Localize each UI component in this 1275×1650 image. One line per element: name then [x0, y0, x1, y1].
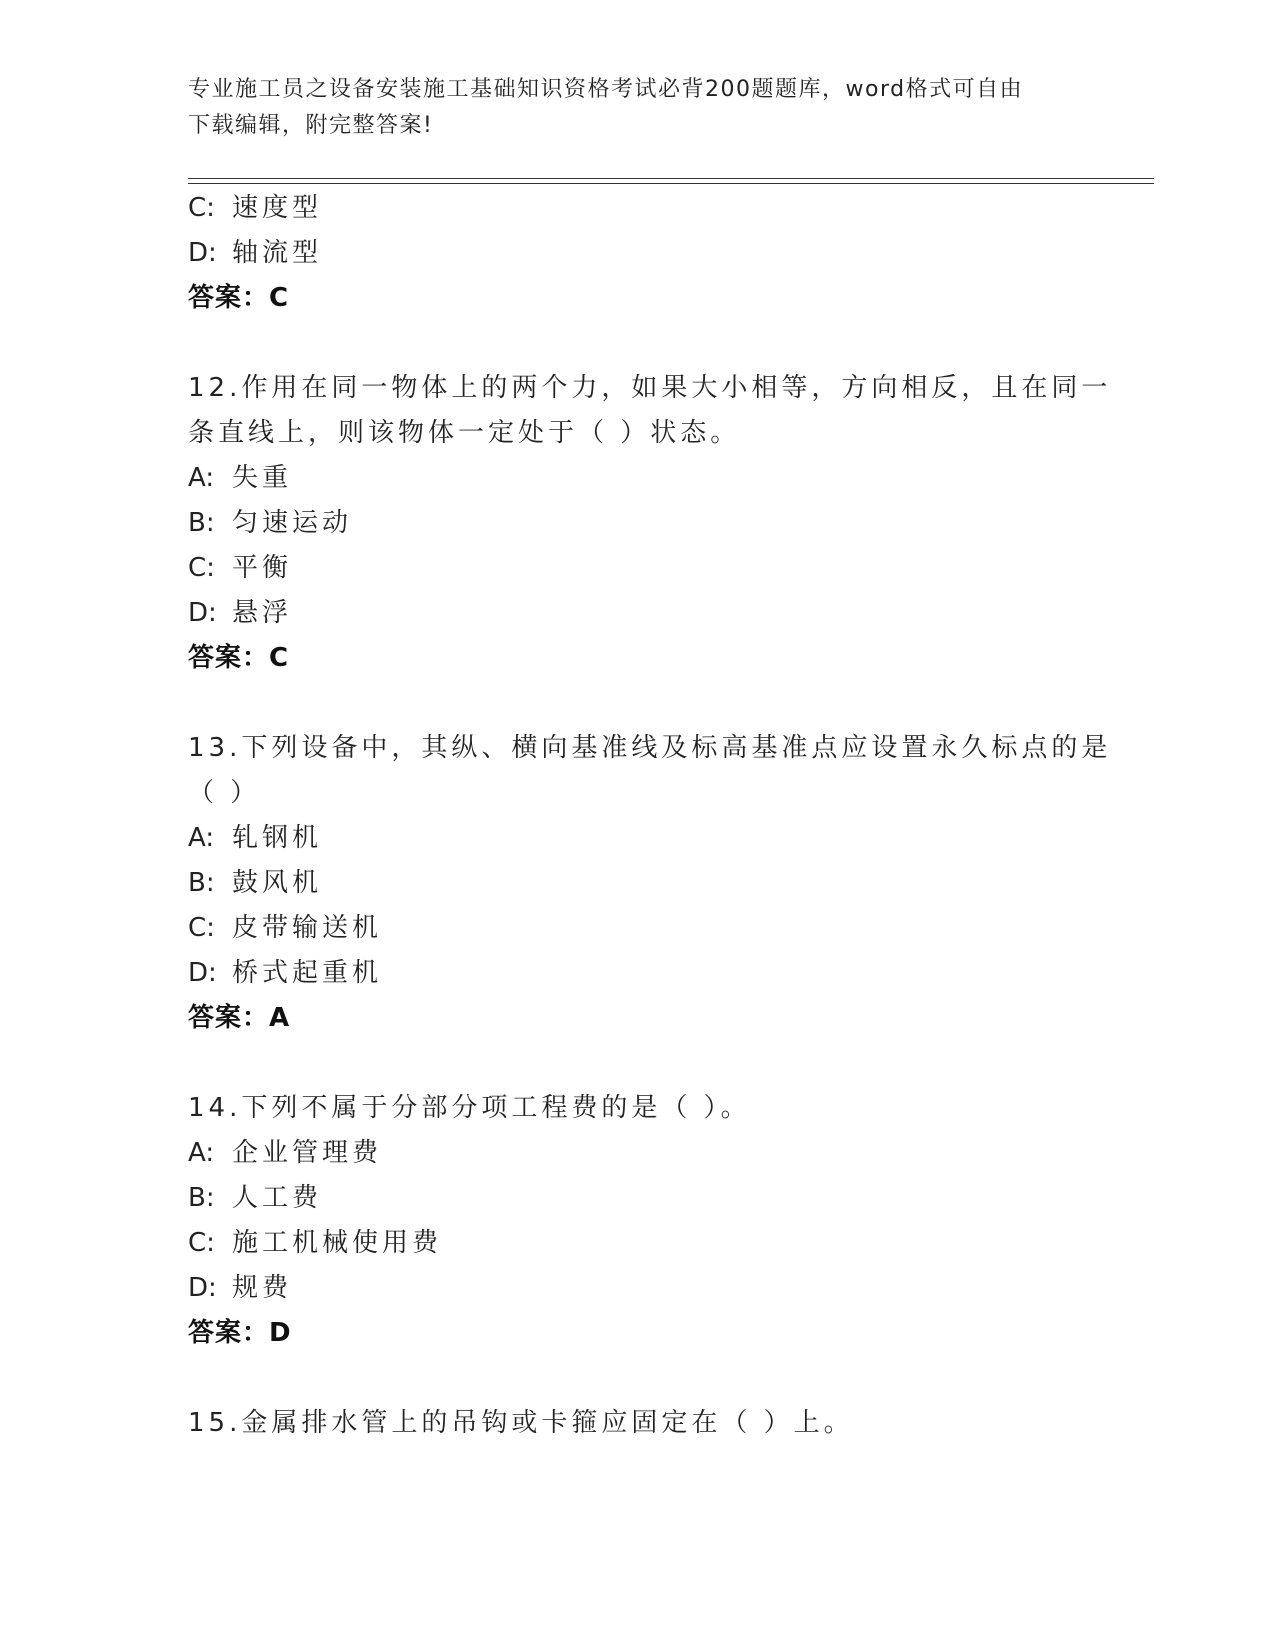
- q13-option-c: [188, 911, 382, 945]
- q13-answer: 答案：A: [188, 1003, 291, 1033]
- option-text: 失重: [232, 463, 293, 493]
- q12-option-b: [188, 506, 352, 540]
- q12-option-a: [188, 461, 292, 495]
- q15-stem-line-1: 15.金属排水管上的吊钩或卡箍应固定在（ ）上。: [188, 1408, 854, 1438]
- option-letter: B:: [188, 1183, 215, 1213]
- q12-stem-line-1: 12.作用在同一物体上的两个力，如果大小相等，方向相反，且在同一: [188, 373, 1112, 403]
- option-text: 施工机械使用费: [232, 1228, 443, 1258]
- option-letter: C:: [188, 913, 215, 943]
- q12-stem-line-2: 条直线上，则该物体一定处于（ ）状态。: [188, 418, 741, 448]
- q13-option-a: [188, 821, 322, 855]
- option-letter: A:: [188, 1138, 215, 1168]
- q12-option-d: [188, 596, 292, 630]
- option-text: 轴流型: [232, 238, 323, 268]
- option-text: 企业管理费: [232, 1138, 383, 1168]
- q14-option-b: [188, 1181, 322, 1215]
- option-text: 规费: [232, 1273, 293, 1303]
- option-letter: D:: [188, 958, 217, 988]
- q14-answer: 答案：D: [188, 1318, 292, 1348]
- option-letter: D:: [188, 238, 217, 268]
- q12-option-c: [188, 551, 292, 585]
- option-letter: D:: [188, 1273, 217, 1303]
- q13-stem-line-2: （ ）: [188, 778, 261, 808]
- q14-option-c: [188, 1226, 442, 1260]
- q14-option-a: [188, 1136, 382, 1170]
- option-text: 人工费: [232, 1183, 323, 1213]
- option-text: 鼓风机: [232, 868, 323, 898]
- prev-answer: 答案：C: [188, 283, 290, 313]
- option-text: 匀速运动: [232, 508, 353, 538]
- option-letter: B:: [188, 508, 215, 538]
- option-letter: B:: [188, 868, 215, 898]
- option-text: 悬浮: [232, 598, 293, 628]
- prev-option-c: [188, 191, 322, 225]
- header-divider-bottom: [188, 183, 1154, 184]
- q13-stem-line-1: 13.下列设备中，其纵、横向基准线及标高基准点应设置永久标点的是: [188, 733, 1112, 763]
- prev-option-d: [188, 236, 322, 270]
- q12-answer: 答案：C: [188, 643, 290, 673]
- option-text: 平衡: [232, 553, 293, 583]
- option-letter: C:: [188, 1228, 215, 1258]
- document-header: [188, 72, 1078, 144]
- option-letter: A:: [188, 823, 215, 853]
- header-line-1: 专业施工员之设备安装施工基础知识资格考试必背200题题库，word格式可自由: [188, 77, 1024, 102]
- option-text: 皮带输送机: [232, 913, 383, 943]
- q14-stem-line-1: 14.下列不属于分部分项工程费的是（ ）。: [188, 1093, 751, 1123]
- option-letter: C:: [188, 553, 215, 583]
- q14-option-d: [188, 1271, 292, 1305]
- q13-option-b: [188, 866, 322, 900]
- option-letter: A:: [188, 463, 215, 493]
- q13-option-d: [188, 956, 382, 990]
- option-text: 桥式起重机: [232, 958, 383, 988]
- header-line-2: 下载编辑，附完整答案!: [188, 113, 434, 138]
- option-letter: D:: [188, 598, 217, 628]
- option-text: 轧钢机: [232, 823, 323, 853]
- option-text: 速度型: [232, 193, 323, 223]
- option-letter: C:: [188, 193, 215, 223]
- header-divider-top: [188, 178, 1154, 179]
